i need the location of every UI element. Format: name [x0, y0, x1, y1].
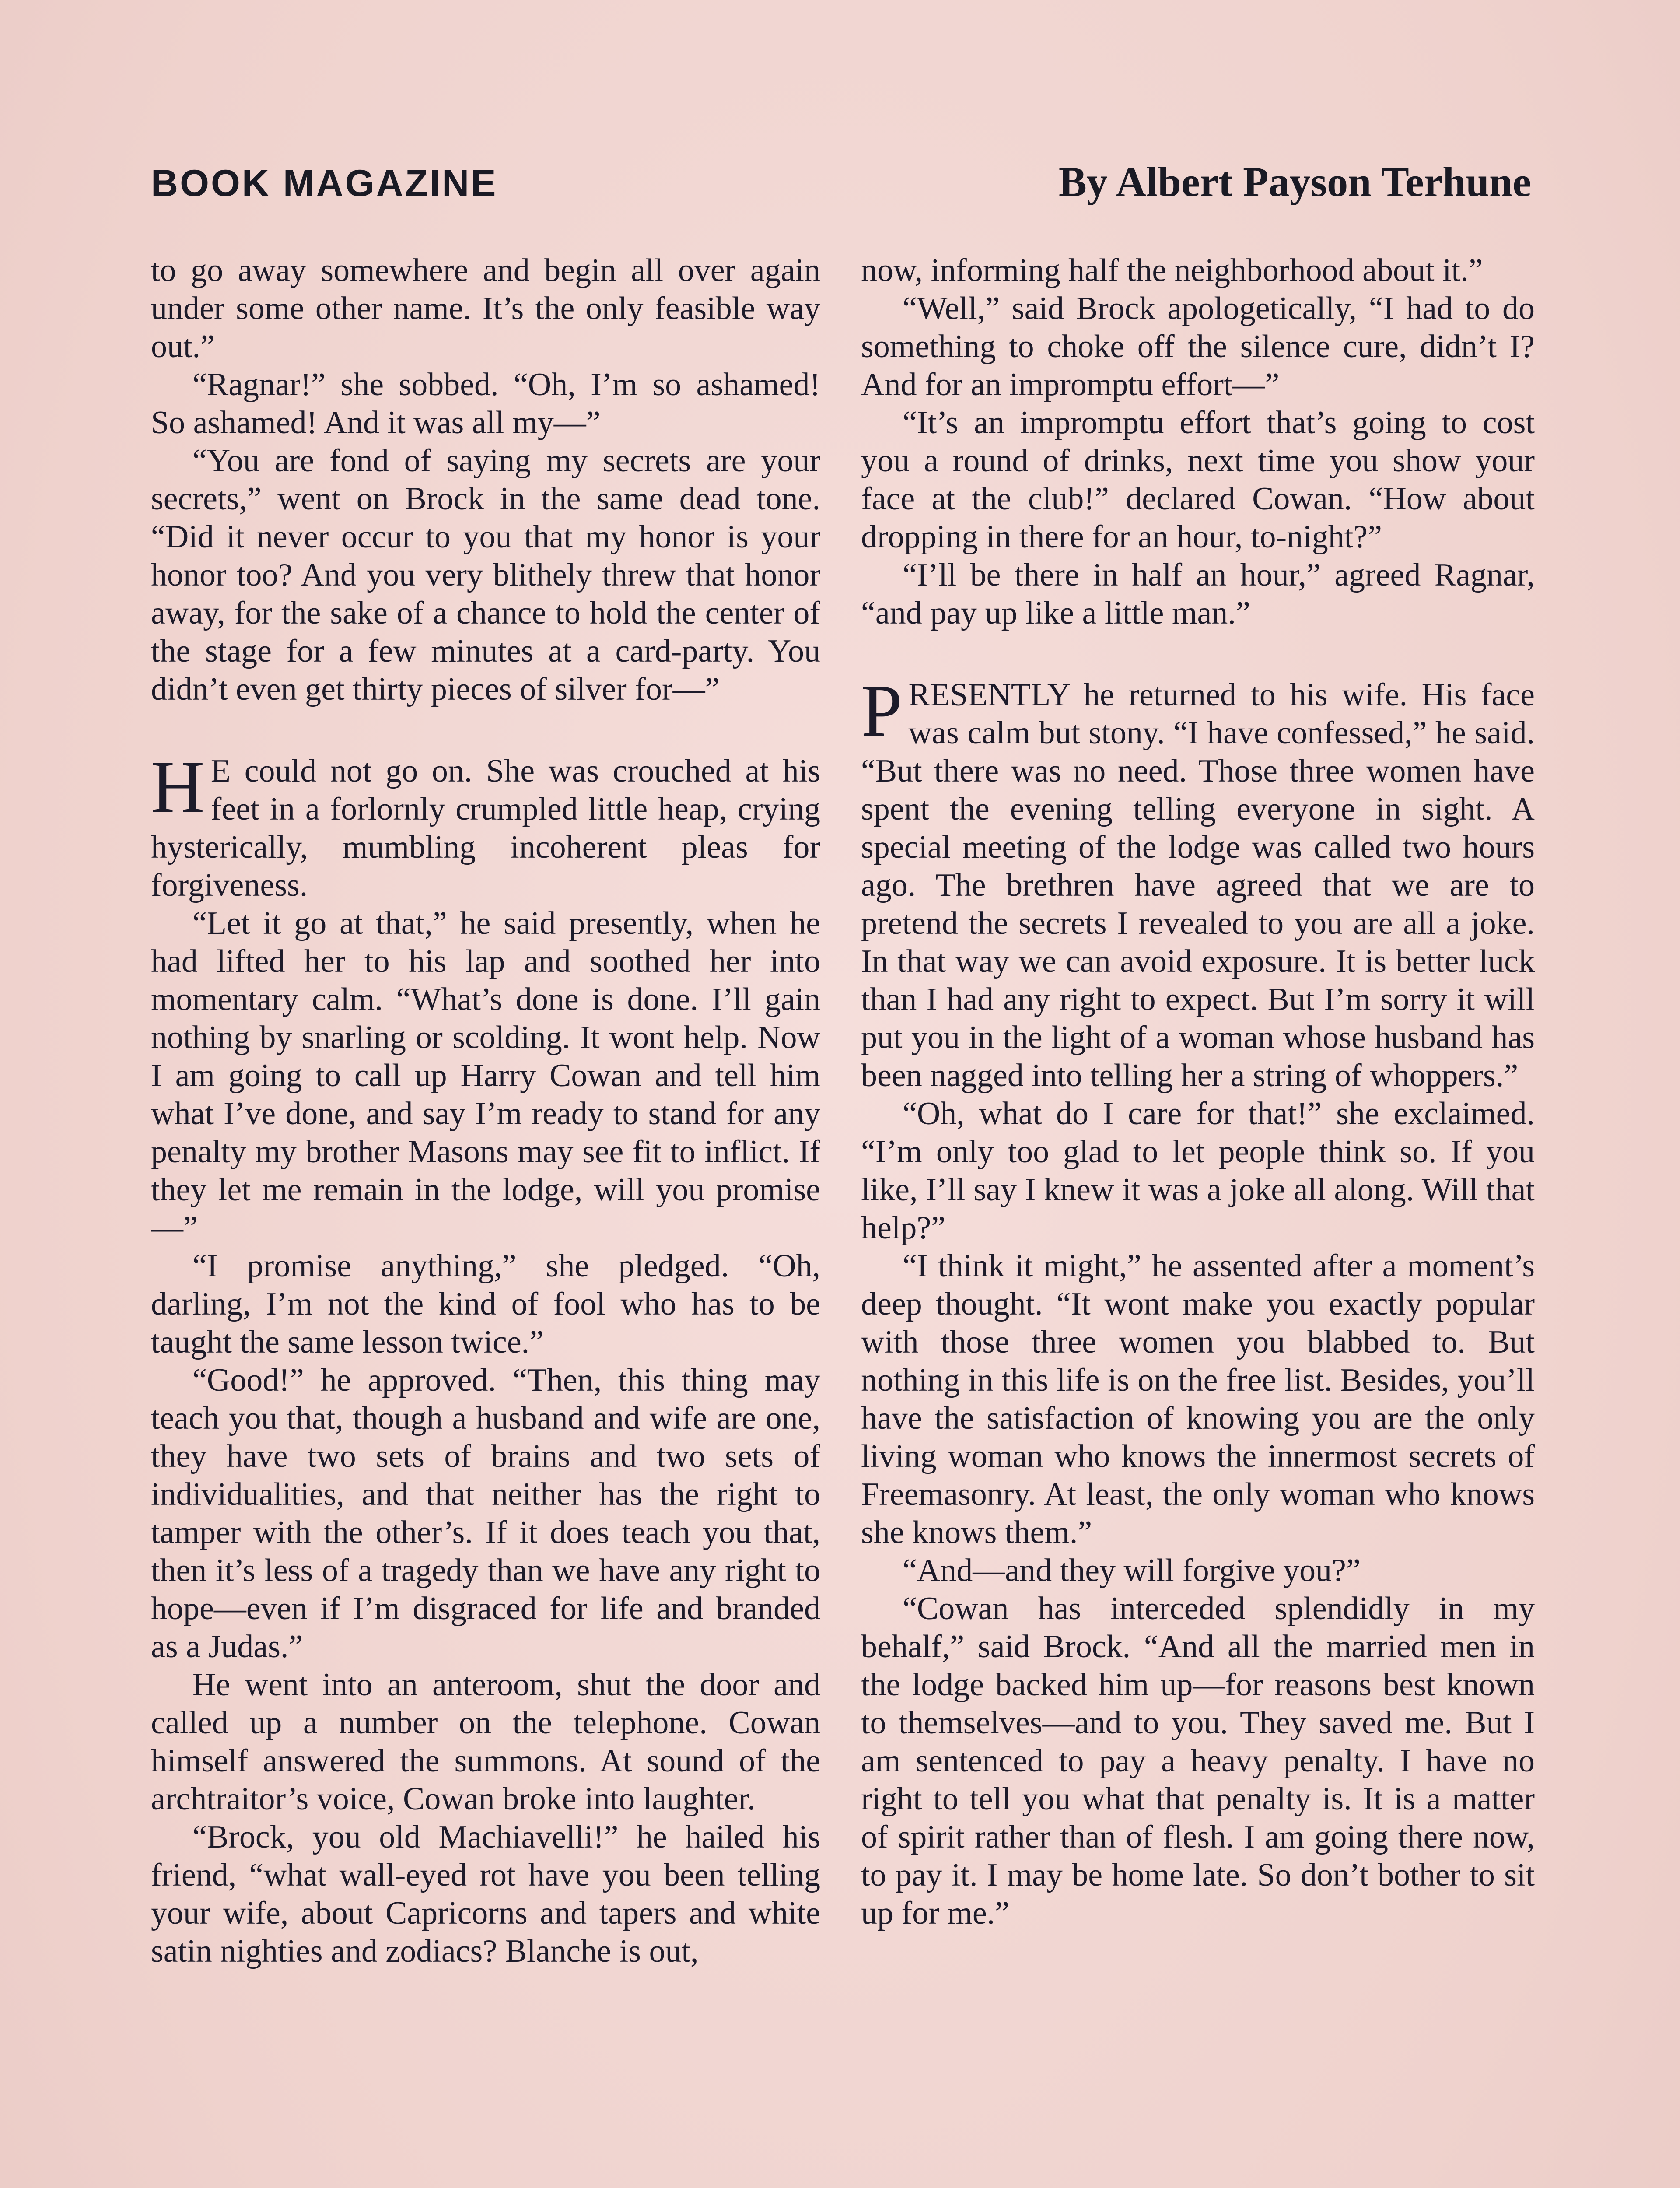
paragraph: “You are fond of saying my secrets are your secrets,” went on Brock in the same dead tone. “Did it never occur to you that my honor is your honor too? And you very blithely threw that honor away, for the sake of a chance to hold the center of the stage for a few minutes at a card-party. You didn’t even get thirty pieces of silver for—” [151, 443, 820, 707]
left-column [151, 252, 820, 2188]
running-head [151, 158, 1531, 214]
paragraph: to go away somewhere and begin all over again under some other name. It’s the only feasible way out.” [151, 252, 820, 365]
paragraph: “Good!” he approved. “Then, this thing may teach you that, though a husband and wife are one, they have two sets of brains and two sets of individualities, and that neither has the right to tamper with the other’s. If it does teach you that, then it’s less of a tragedy than we have any right to hope—even if I’m disgraced for life and branded as a Judas.” [151, 1362, 820, 1665]
paragraph: “I promise anything,” she pledged. “Oh, darling, I’m not the kind of fool who has to be taught the same lesson twice.” [151, 1248, 820, 1360]
drop-cap: H [151, 746, 205, 828]
paragraph-text: RESENTLY he returned to his wife. His face was calm but stony. “I have confessed,” he said. “But there was no need. Those three women have spent the evening telling everyone in sight. A special meeting of the lodge was called two hours ago. The brethren have agreed that we are to pretend the secrets I revealed to you are all a joke. In that way we can avoid exposure. It is better luck than I had any right to expect. But I’m sorry it will put you in the light of a woman whose husband has been nagged into telling her a string of whoppers.” [861, 677, 1535, 1094]
paragraph: “And—and they will forgive you?” [903, 1553, 1361, 1588]
paragraph: now, informing half the neighborhood about it.” [861, 252, 1483, 288]
paragraph-text: E could not go on. She was crouched at his feet in a forlornly crumpled little heap, crying hysterically, mumbling incoherent pleas for forgiveness. [151, 753, 820, 903]
paragraph: “Ragnar!” she sobbed. “Oh, I’m so ashamed! So ashamed! And it was all my—” [151, 367, 820, 441]
paragraph: “It’s an impromptu effort that’s going to cost you a round of drinks, next time you show your face at the club!” declared Cowan. “How about dropping in there for an hour, to-night?” [861, 405, 1535, 555]
author-byline: By Albert Payson Terhune [1058, 158, 1531, 205]
paragraph: “Well,” said Brock apologetically, “I had to do something to choke off the silence cure, didn’t I? And for an impromptu effort—” [861, 291, 1535, 403]
section-opening-paragraph [151, 746, 820, 905]
section-opening-paragraph [861, 670, 1535, 1095]
paragraph: “Let it go at that,” he said presently, when he had lifted her to his lap and soothed her into momentary calm. “What’s done is done. I’ll gain nothing by snarling or scolding. It wont help. Now I am going to call up Harry Cowan and tell him what I’ve done, and say I’m ready to stand for any penalty my brother Masons may see fit to inflict. If they let me remain in the lodge, will you promise—” [151, 905, 820, 1246]
drop-cap: P [861, 670, 903, 752]
paragraph: He went into an anteroom, shut the door and called up a number on the telephone. Cowan himself answered the summons. At sound of the archtraitor’s voice, Cowan broke into laughter. [151, 1667, 820, 1817]
paragraph: “I think it might,” he assented after a moment’s deep thought. “It wont make you exactly popular with those three women you blabbed to. But nothing in this life is on the free list. Besides, you’ll have the satisfaction of knowing you are the only living woman who knows the innermost secrets of Freemasonry. At least, the only woman who knows she knows them.” [861, 1248, 1535, 1550]
magazine-title: BOOK MAGAZINE [151, 162, 498, 204]
right-column [861, 252, 1535, 2188]
paragraph: “Cowan has interceded splendidly in my behalf,” said Brock. “And all the married men in the lodge backed him up—for reasons best known to themselves—and to you. They saved me. But I am sentenced to pay a heavy penalty. I have no right to tell you what that penalty is. It is a matter of spirit rather than of flesh. I am going there now, to pay it. I may be home late. So don’t bother to sit up for me.” [861, 1591, 1535, 1931]
paragraph: “Oh, what do I care for that!” she exclaimed. “I’m only too glad to let people think so. If you like, I’ll say I knew it was a joke all along. Will that help?” [861, 1096, 1535, 1246]
paragraph: “Brock, you old Machiavelli!” he hailed his friend, “what wall-eyed rot have you been telling your wife, about Capricorns and tapers and white satin nighties and zodiacs? Blanche is out, [151, 1819, 820, 1969]
paragraph: “I’ll be there in half an hour,” agreed Ragnar, “and pay up like a little man.” [861, 557, 1535, 631]
